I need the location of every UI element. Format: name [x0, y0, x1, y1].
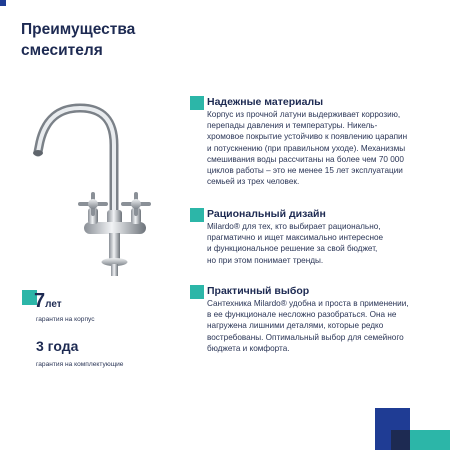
feature-text: Сантехника Milardo® удобна и проста в применении, в ее функционале несложно разобраться. Она не нагружена лишними деталями, которые редко востребованы. Оптимальный выбор для семейного бюджета и комфорта.	[207, 299, 409, 353]
feature-title: Надежные материалы	[207, 96, 324, 108]
feature-title: Практичный выбор	[207, 285, 310, 297]
warranty-unit: лет	[45, 299, 62, 310]
corner-decoration	[0, 0, 6, 6]
feature-text: Корпус из прочной латуни выдерживает коррозию, перепады давления и температуры. Никель- хромовое покрытие устойчиво к появлению царапин и потускнению (при правильном уходе). Механизмы смешивания воды рассчитаны на более чем 70 000 циклов работы – это не менее 15 лет эксплуатации семьей из трех человек.	[207, 110, 408, 187]
feature-text: Milardo® для тех, кто выбирает рационально, прагматично и ищет максимально интересное и функциональное решение за свой бюджет, но при этом понимает тренды.	[207, 222, 384, 265]
warranty-note: гарантия на корпус	[36, 316, 95, 323]
corner-decoration	[375, 408, 450, 450]
warranty-parts	[22, 338, 124, 368]
faucet-icon	[18, 90, 178, 280]
feature-title: Рациональный дизайн	[207, 208, 326, 220]
warranty-value: 3 года	[36, 338, 79, 354]
warranty-note: гарантия на комплектующие	[36, 361, 124, 368]
warranty-value: 7	[34, 290, 46, 312]
warranty-body	[22, 290, 95, 323]
page-title: Преимущества смесителя	[21, 21, 136, 59]
feature-design	[190, 207, 450, 266]
feature-materials	[190, 95, 450, 187]
feature-practical	[190, 284, 450, 354]
